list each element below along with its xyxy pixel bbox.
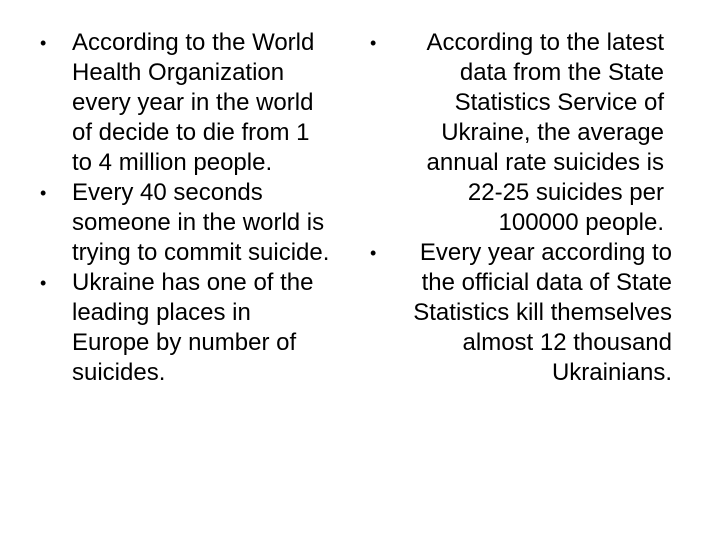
bullet-text: • Ukraine has one of the leading places in Europe by number of suicides.: [72, 269, 314, 386]
bullet-text: • Every 40 seconds someone in the world is trying to commit suicide.: [72, 179, 330, 266]
right-bullet-list: [370, 28, 700, 388]
bullet-item: [370, 28, 664, 238]
bullet-item: [40, 268, 334, 388]
left-bullet-list: [40, 28, 360, 388]
bullet-item: [370, 238, 672, 388]
bullet-text: • Every year according to the official data of State Statistics kill themselves almost 12 thousand Ukrainians.: [413, 239, 672, 386]
bullet-item: [40, 178, 340, 268]
bullet-text: • According to the latest data from the State Statistics Service of Ukraine, the average annual rate suicides is 22-25 suicides per 100000 people.: [426, 29, 664, 236]
bullet-item: [40, 28, 334, 178]
bullet-text: • According to the World Health Organization every year in the world of decide to die from 1 to 4 million people.: [72, 29, 315, 176]
